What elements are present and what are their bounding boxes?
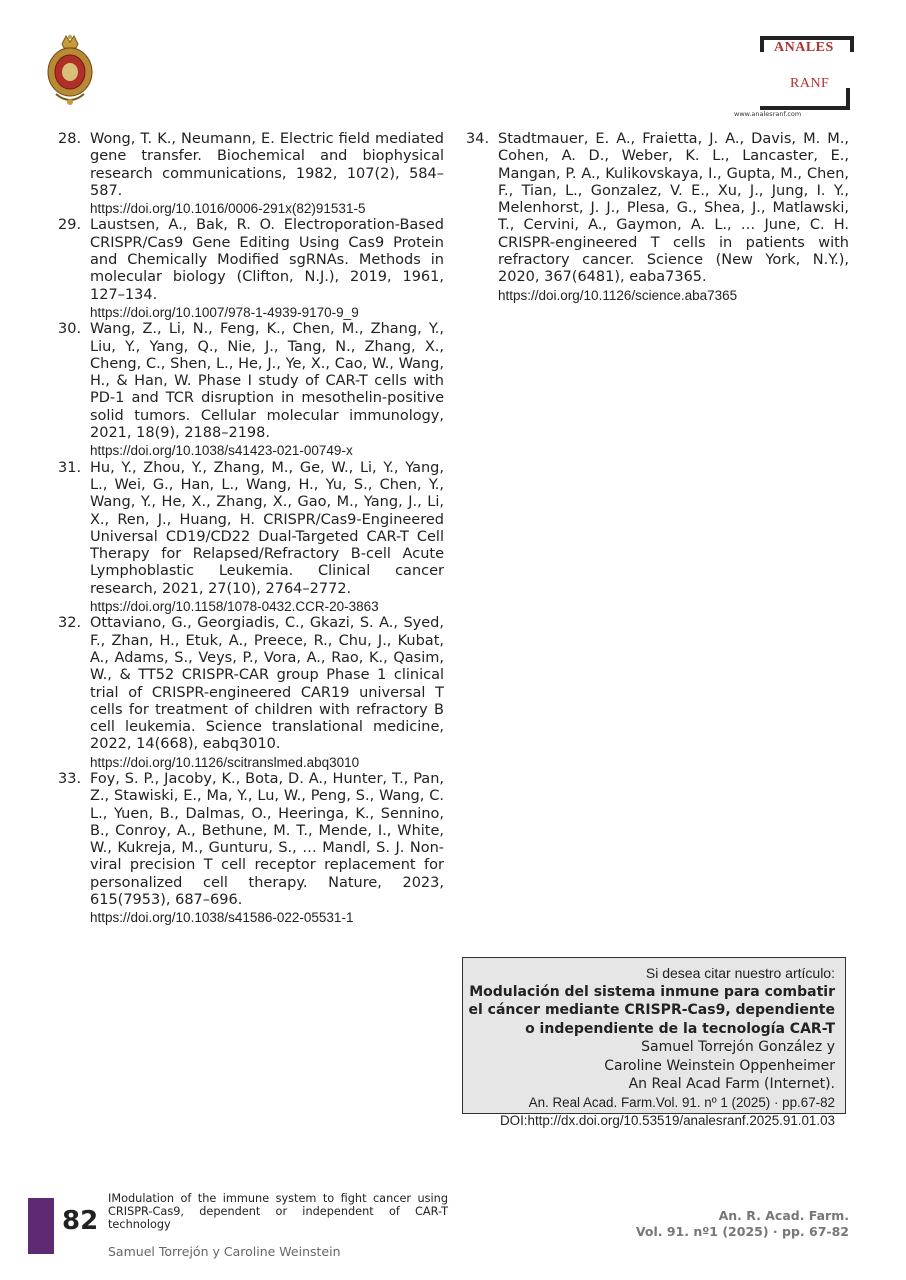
reference-number: 34.: [466, 131, 490, 147]
reference-text: Ottaviano, G., Georgiadis, C., Gkazi, S. A., Syed, F., Zhan, H., Etuk, A., Preece, R., Chu, J., Kubat, A., Adams, S., Veys, P., Vora, A., Rao, K., Qasim, W., & TT52 CRISPR-CAR group Phase 1 clinical trial of CRISPR-engineered CAR19 universal T cells for treatment of children with refractory B cell leukemia. Science translational medicine, 2022, 14(668), eabq3010.: [90, 615, 444, 753]
reference-text: Foy, S. P., Jacoby, K., Bota, D. A., Hunter, T., Pan, Z., Stawiski, E., Ma, Y., Lu, W., Peng, S., Wang, C. L., Yuen, B., Dalmas, O., Heeringa, K., Sennino, B., Conroy, A., Bethune, M. T., Mende, I., White, W., Kukreja, M., Gunturu, S., … Mandl, S. J. Non-viral precision T cell receptor replacement for personalized cell therapy. Nature, 2023, 615(7953), 687–696.: [90, 770, 444, 909]
reference-item: [58, 615, 444, 771]
reference-item: [58, 771, 444, 927]
reference-doi-link[interactable]: https://doi.org/10.1126/scitranslmed.abq3010: [90, 754, 360, 770]
reference-number: 31.: [58, 459, 82, 476]
references-left-column: [58, 131, 444, 927]
reference-number: 33.: [58, 770, 82, 787]
reference-doi-link[interactable]: https://doi.org/10.1038/s41586-022-05531-1: [90, 910, 354, 926]
reference-number: 29.: [58, 217, 82, 234]
reference-doi-link[interactable]: https://doi.org/10.1038/s41423-021-00749-x: [90, 443, 353, 459]
footer-journal-volume: Vol. 91. nº1 (2025) · pp. 67-82: [635, 1224, 849, 1239]
footer-authors: Samuel Torrejón y Caroline Weinstein: [108, 1244, 341, 1259]
citation-article-title: Modulación del sistema inmune para combatir el cáncer mediante CRISPR-Cas9, dependiente o independiente de la tecnología CAR-T: [468, 983, 835, 1037]
reference-doi-link[interactable]: https://doi.org/10.1158/1078-0432.CCR-20-3863: [90, 599, 379, 615]
reference-item: [58, 131, 444, 217]
reference-item: [58, 460, 444, 616]
reference-doi-link[interactable]: https://doi.org/10.1126/science.aba7365: [498, 287, 738, 303]
reference-doi-link[interactable]: https://doi.org/10.1016/0006-291x(82)91531-5: [90, 201, 366, 217]
reference-doi-link[interactable]: https://doi.org/10.1007/978-1-4939-9170-9_9: [90, 304, 359, 320]
citation-doi-link[interactable]: DOI:http://dx.doi.org/10.53519/analesranf.2025.91.01.03: [499, 1113, 835, 1128]
anales-ranf-logo: [734, 32, 854, 122]
citation-lead: Si desea citar nuestro artículo:: [645, 965, 835, 981]
reference-text: Wong, T. K., Neumann, E. Electric field mediated gene transfer. Biochemical and biophysical research communications, 1982, 107(2), 584–587.: [90, 131, 444, 199]
reference-item: [466, 131, 849, 304]
reference-number: 28.: [58, 131, 82, 147]
logo-word-ranf: RANF: [790, 76, 830, 91]
footer-color-bar: [28, 1198, 54, 1254]
reference-text: Laustsen, A., Bak, R. O. Electroporation-Based CRISPR/Cas9 Gene Editing Using Cas9 Protein and Chemically Modified sgRNAs. Methods in molecular biology (Clifton, N.J.), 2019, 1961, 127–134.: [90, 217, 444, 303]
citation-authors-line1: Samuel Torrejón González y: [641, 1039, 835, 1055]
citation-volume: An. Real Acad. Farm.Vol. 91. nº 1 (2025) · pp.67-82: [528, 1094, 835, 1110]
reference-text: Stadtmauer, E. A., Fraietta, J. A., Davis, M. M., Cohen, A. D., Weber, K. L., Lancaster, E., Mangan, P. A., Kulikovskaya, I., Gupta, M., Chen, F., Tian, L., Gonzalez, V. E., Xu, J., Jung, I. Y., Melenhorst, J. J., Plesa, G., Shea, J., Matlawski, T., Cervini, A., Gaymon, A. L., … June, C. H. CRISPR-engineered T cells in patients with refractory cancer. Science (New York, N.Y.), 2020, 367(6481), eaba7365.: [498, 131, 849, 286]
logo-word-anales: ANALES: [774, 40, 834, 55]
reference-number: 30.: [58, 321, 82, 338]
citation-box: [462, 957, 846, 1128]
citation-authors-line2: Caroline Weinstein Oppenheimer: [604, 1057, 835, 1074]
footer-journal-info: [636, 1208, 849, 1240]
reference-number: 32.: [58, 615, 82, 632]
footer-running-title: IModulation of the immune system to fight cancer using CRISPR-Cas9, dependent or independent of CAR-T technology: [108, 1192, 448, 1231]
reference-item: [58, 217, 444, 321]
reference-item: [58, 321, 444, 459]
citation-journal: An Real Acad Farm (Internet).: [628, 1076, 835, 1092]
references-right-column: [466, 131, 849, 304]
logo-url: www.analesranf.com: [734, 110, 802, 118]
page-number: 82: [62, 1206, 99, 1236]
academy-crest-logo: [46, 32, 94, 108]
reference-text: Hu, Y., Zhou, Y., Zhang, M., Ge, W., Li, Y., Yang, L., Wei, G., Han, L., Wang, H., Yu, S., Chen, Y., Wang, Y., He, X., Zhang, X., Gao, M., Yang, J., Li, X., Ren, J., Huang, H. CRISPR/Cas9-Engineered Universal CD19/CD22 Dual-Targeted CAR-T Cell Therapy for Relapsed/Refractory B-cell Acute Lymphoblastic Leukemia. Clinical cancer research, 2021, 27(10), 2764–2772.: [90, 459, 444, 597]
footer-journal-name: An. R. Acad. Farm.: [718, 1208, 849, 1223]
reference-text: Wang, Z., Li, N., Feng, K., Chen, M., Zhang, Y., Liu, Y., Yang, Q., Nie, J., Tang, N., Zhang, X., Cheng, C., Shen, L., He, J., Ye, X., Cao, W., Wang, H., & Han, W. Phase I study of CAR-T cells with PD-1 and TCR disruption in mesothelin-positive solid tumors. Cellular molecular immunology, 2021, 18(9), 2188–2198.: [90, 321, 444, 442]
